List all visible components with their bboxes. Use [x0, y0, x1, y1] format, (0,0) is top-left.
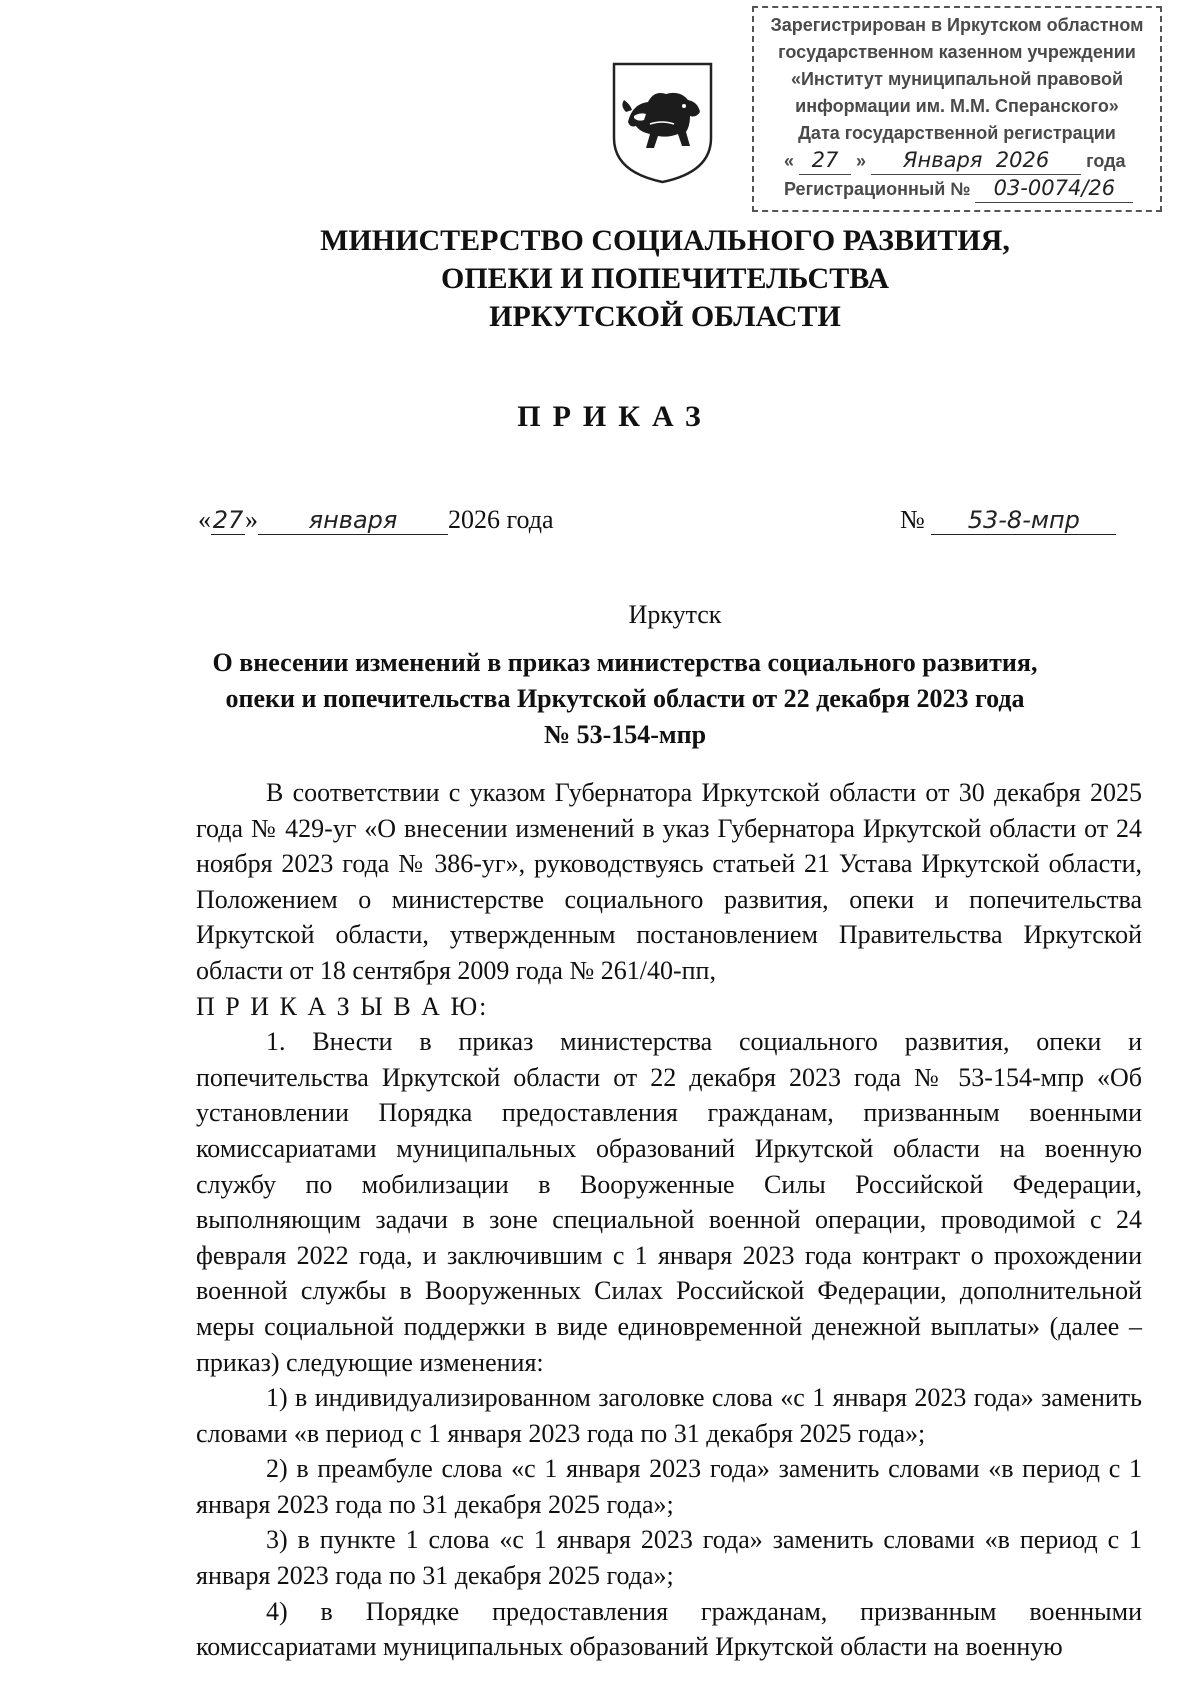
stamp-day: 27	[799, 147, 851, 175]
stamp-month-year	[871, 147, 1081, 175]
date-day: 27	[212, 506, 244, 534]
stamp-line: «Институт муниципальной правовой	[790, 69, 1124, 89]
stamp-line: Дата государственной регистрации	[798, 123, 1116, 143]
order-word: П Р И К А З Ы В А Ю:	[196, 991, 489, 1021]
item-paragraph: 4) в Порядке предоставления гражданам, призванным военными комиссариатами муниципальных образований Иркутской области на военную	[196, 1596, 1142, 1662]
date-year: 2026 года	[448, 505, 554, 534]
registration-stamp	[752, 6, 1162, 212]
stamp-line: Зарегистрирован в Иркутском областном	[770, 15, 1144, 35]
ministry-line: МИНИСТЕРСТВО СОЦИАЛЬНОГО РАЗВИТИЯ,	[320, 224, 1010, 257]
number-label: №	[900, 505, 925, 534]
stamp-quote-close: »	[856, 151, 867, 171]
item-paragraph: 3) в пункте 1 слова «с 1 января 2023 года» заменить словами «в период с 1 января 2023 года по 31 декабря 2025 года»;	[196, 1525, 1142, 1591]
stamp-reg-row	[754, 175, 1160, 203]
order-subject	[0, 645, 1200, 753]
ministry-line: ИРКУТСКОЙ ОБЛАСТИ	[489, 300, 841, 333]
stamp-quote-open: «	[784, 151, 795, 171]
subject-line: опеки и попечительства Иркутской области от 22 декабря 2023 года	[225, 684, 1025, 713]
coat-of-arms-icon	[610, 60, 715, 185]
subject-line: № 53-154-мпр	[543, 720, 707, 749]
order-date	[198, 505, 554, 535]
preamble-paragraph: В соответствии с указом Губернатора Иркутской области от 30 декабря 2025 года № 429-уг «О внесении изменений в указ Губернатора Иркутской области от 24 ноября 2023 года № 386-уг», руководствуясь статьей 21 Устава Иркутской области, Положением о министерстве социального развития, опеки и попечительства Иркутской области, утвержденным постановлением Правительства Иркутской области от 18 сентября 2009 года № 261/40-пп,	[196, 778, 1142, 985]
order-body	[196, 775, 1142, 1665]
subject-line: О внесении изменений в приказ министерства социального развития,	[212, 648, 1038, 677]
date-month: января	[258, 506, 448, 535]
stamp-year-word: года	[1086, 151, 1126, 171]
stamp-line: информации им. М.М. Сперанского»	[795, 96, 1119, 116]
date-quote-close: »	[245, 505, 258, 534]
stamp-reg-label: Регистрационный №	[784, 179, 971, 199]
city: Иркутск	[628, 600, 722, 629]
stamp-month: Января	[902, 148, 983, 172]
item-paragraph: 2) в преамбуле слова «с 1 января 2023 года» заменить словами «в период с 1 января 2023 года по 31 декабря 2025 года»;	[196, 1454, 1142, 1519]
document-title: ПРИКАЗ	[517, 400, 713, 433]
date-quote-open: «	[198, 505, 211, 534]
item-paragraph: 1. Внести в приказ министерства социального развития, опеки и попечительства Иркутской области от 22 декабря 2023 года № 53-154-мпр «Об установлении Порядка предоставления гражданам, призванным военными комиссариатами муниципальных образований Иркутской области на военную службу по мобилизации в Вооруженные Силы Российской Федерации, выполняющим задачи в зоне специальной военной операции, проводимой с 24 февраля 2022 года, и заключившим с 1 января 2023 года контракт о прохождении военной службы в Вооруженных Силах Российской Федерации, дополнительной меры социальной поддержки в виде единовременной денежной выплаты» (далее – приказ) следующие изменения:	[196, 1027, 1142, 1377]
ministry-line: ОПЕКИ И ПОПЕЧИТЕЛЬСТВА	[441, 262, 889, 295]
stamp-line: государственном казенном учреждении	[778, 42, 1136, 62]
ministry-header	[0, 222, 1200, 336]
stamp-year: 2026	[995, 148, 1050, 172]
stamp-date-row	[754, 147, 1160, 175]
stamp-reg-number: 03-0074/26	[975, 175, 1133, 203]
order-number	[900, 505, 1116, 535]
number-value: 53-8-мпр	[931, 506, 1116, 535]
item-paragraph: 1) в индивидуализированном заголовке слова «с 1 января 2023 года» заменить словами «в период с 1 января 2023 года по 31 декабря 2025 года»;	[196, 1383, 1142, 1448]
